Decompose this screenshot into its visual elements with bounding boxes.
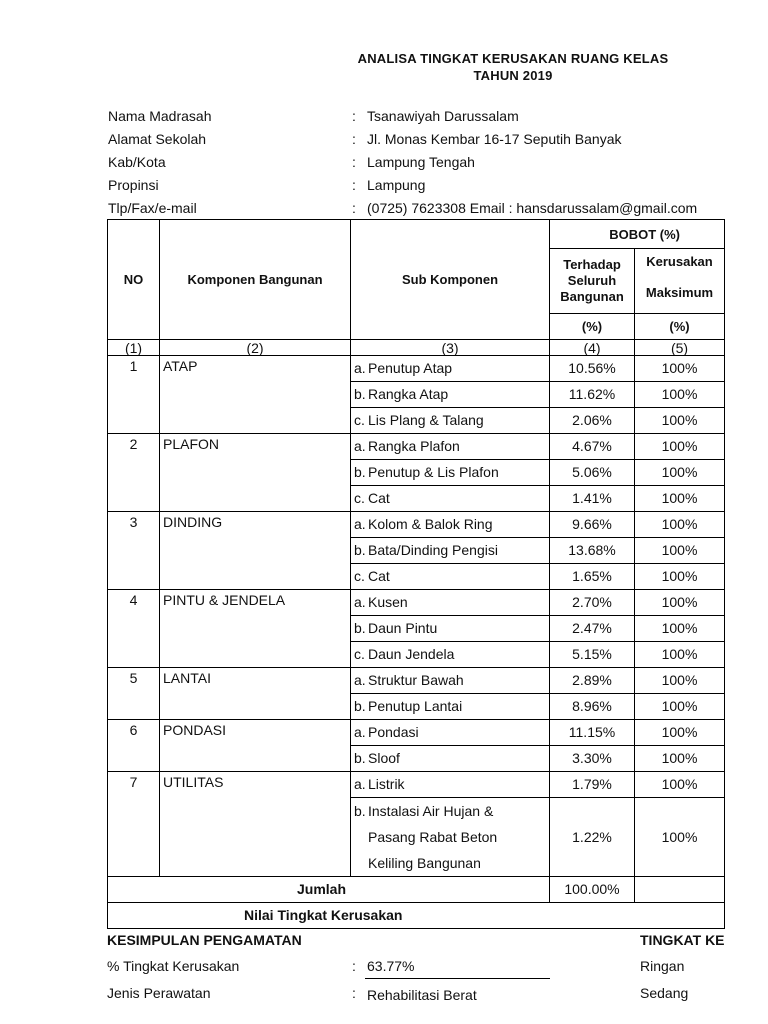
info-label: Nama Madrasah [108,108,212,124]
col-number-1: (1) [108,340,160,356]
maks-value: 100% [635,746,725,772]
sub-komponen-cell [351,564,550,590]
info-label: Alamat Sekolah [108,131,207,147]
sub-komponen-cell [351,798,550,877]
header-bobot: BOBOT (%) [550,220,725,249]
maks-value: 100% [635,694,725,720]
maks-value: 100% [635,642,725,668]
sub-letter: b. [354,464,366,480]
sub-komponen-cell [351,616,550,642]
maks-value: 100% [635,538,725,564]
info-label: Tlp/Fax/e-mail [108,200,197,216]
header-no: NO [108,220,160,340]
sub-komponen-cell [351,590,550,616]
group-number: 1 [108,356,160,434]
sub-name: Pasang Rabat Beton [368,829,498,845]
sub-letter: a. [354,672,366,688]
sub-letter: c. [354,568,365,584]
sub-letter: a. [354,724,366,740]
sub-name: Cat [368,568,390,584]
header-komponen: Komponen Bangunan [160,220,351,340]
sub-komponen-cell [351,772,550,798]
group-number: 4 [108,590,160,668]
sub-letter: b. [354,386,366,402]
col-number-5: (5) [635,340,725,356]
col-number-4: (4) [550,340,635,356]
table-row [108,590,725,616]
jumlah-label: Jumlah [297,881,347,897]
tingkat-sedang: Sedang [640,985,689,1001]
table-row [108,356,725,382]
bobot-value: 11.62% [550,382,635,408]
group-number: 2 [108,434,160,512]
maks-value: 100% [635,486,725,512]
sub-name: Lis Plang & Talang [368,412,484,428]
header-terhadap: Terhadap Seluruh Bangunan [550,249,635,314]
jenis-value: Rehabilitasi Berat [367,987,477,1003]
sub-name: Pondasi [368,724,419,740]
info-label: Propinsi [108,177,159,193]
sub-komponen-cell [351,486,550,512]
sub-name: Penutup Lantai [368,698,463,714]
damage-analysis-table [107,219,725,929]
sub-name: Keliling Bangunan [368,855,481,871]
maks-value: 100% [635,382,725,408]
sub-letter: a. [354,516,366,532]
sub-letter: c. [354,646,365,662]
header-pct-5: (%) [635,314,725,340]
info-colon: : [352,108,356,124]
sub-letter: b. [354,698,366,714]
sub-name: Sloof [368,750,400,766]
group-name: PONDASI [160,720,351,772]
bobot-value: 5.15% [550,642,635,668]
table-row [108,720,725,746]
sub-name: Daun Pintu [368,620,438,636]
group-number: 6 [108,720,160,772]
bobot-value: 9.66% [550,512,635,538]
sub-name: Bata/Dinding Pengisi [368,542,498,558]
sub-letter: c. [354,490,365,506]
maks-value: 100% [635,434,725,460]
maks-value: 100% [635,460,725,486]
jenis-colon: : [352,985,356,1001]
jumlah-label-cell [108,877,550,903]
sub-name: Struktur Bawah [368,672,464,688]
header-kerusakan: Kerusakan Maksimum [635,249,725,314]
sub-letter: b. [354,803,366,819]
tingkat-heading: TINGKAT KE [640,932,725,948]
sub-letter: c. [354,412,365,428]
group-name: UTILITAS [160,772,351,877]
maks-value: 100% [635,512,725,538]
bobot-value: 1.65% [550,564,635,590]
maks-value: 100% [635,720,725,746]
maks-value: 100% [635,798,725,877]
maks-value: 100% [635,616,725,642]
jenis-label: Jenis Perawatan [107,985,211,1001]
maks-value: 100% [635,668,725,694]
nilai-label: Nilai Tingkat Kerusakan [108,903,725,929]
sub-letter: b. [354,620,366,636]
sub-letter: b. [354,542,366,558]
sub-name: Listrik [368,776,405,792]
info-label: Kab/Kota [108,154,166,170]
group-name: PLAFON [160,434,351,512]
document-year: TAHUN 2019 [473,68,553,83]
col-number-3: (3) [351,340,550,356]
info-value: Tsanawiyah Darussalam [367,108,519,124]
bobot-value: 3.30% [550,746,635,772]
sub-name: Daun Jendela [368,646,455,662]
sub-name: Cat [368,490,390,506]
jumlah-empty [635,877,725,903]
group-name: LANTAI [160,668,351,720]
group-number: 5 [108,668,160,720]
maks-value: 100% [635,564,725,590]
sub-name: Rangka Plafon [368,438,460,454]
pct-underline [365,978,550,979]
jumlah-row [108,877,725,903]
sub-komponen-cell [351,694,550,720]
sub-letter: a. [354,594,366,610]
bobot-value: 1.79% [550,772,635,798]
sub-name: Instalasi Air Hujan & [368,803,494,819]
group-name: PINTU & JENDELA [160,590,351,668]
table-row [108,668,725,694]
sub-letter: b. [354,750,366,766]
info-value: Lampung [367,177,426,193]
bobot-value: 13.68% [550,538,635,564]
tingkat-ringan: Ringan [640,958,685,974]
bobot-value: 1.22% [550,798,635,877]
sub-name: Penutup Atap [368,360,453,376]
nilai-row [108,903,725,929]
bobot-value: 5.06% [550,460,635,486]
info-colon: : [352,177,356,193]
sub-komponen-cell [351,668,550,694]
sub-name: Kusen [368,594,408,610]
info-value: Jl. Monas Kembar 16-17 Seputih Banyak [367,131,622,147]
bobot-value: 2.06% [550,408,635,434]
sub-komponen-cell [351,642,550,668]
sub-name: Rangka Atap [368,386,449,402]
pct-colon: : [352,958,356,974]
maks-value: 100% [635,408,725,434]
sub-komponen-cell [351,382,550,408]
bobot-value: 10.56% [550,356,635,382]
sub-komponen-cell [351,720,550,746]
bobot-value: 1.41% [550,486,635,512]
group-name: DINDING [160,512,351,590]
document-title: ANALISA TINGKAT KERUSAKAN RUANG KELAS [357,51,669,66]
bobot-value: 2.70% [550,590,635,616]
sub-name: Penutup & Lis Plafon [368,464,499,480]
sub-letter: a. [354,360,366,376]
jumlah-value: 100.00% [550,877,635,903]
group-number: 7 [108,772,160,877]
maks-value: 100% [635,356,725,382]
bobot-value: 11.15% [550,720,635,746]
sub-komponen-cell [351,408,550,434]
group-number: 3 [108,512,160,590]
header-pct-4: (%) [550,314,635,340]
group-name: ATAP [160,356,351,434]
header-sub-komponen: Sub Komponen [351,220,550,340]
info-value: (0725) 7623308 Email : hansdarussalam@gmail.com [367,200,698,216]
col-number-2: (2) [160,340,351,356]
sub-komponen-cell [351,356,550,382]
sub-name: Kolom & Balok Ring [368,516,493,532]
bobot-value: 2.89% [550,668,635,694]
sub-letter: a. [354,776,366,792]
pct-value: 63.77% [367,958,415,974]
table-row [108,772,725,798]
sub-komponen-cell [351,434,550,460]
sub-komponen-cell [351,512,550,538]
info-value: Lampung Tengah [367,154,475,170]
info-colon: : [352,131,356,147]
info-colon: : [352,200,356,216]
table-row [108,512,725,538]
bobot-value: 8.96% [550,694,635,720]
sub-komponen-cell [351,460,550,486]
sub-komponen-cell [351,746,550,772]
bobot-value: 2.47% [550,616,635,642]
maks-value: 100% [635,772,725,798]
maks-value: 100% [635,590,725,616]
sub-komponen-cell [351,538,550,564]
pct-label: % Tingkat Kerusakan [107,958,240,974]
kesimpulan-heading: KESIMPULAN PENGAMATAN [107,932,302,948]
bobot-value: 4.67% [550,434,635,460]
sub-letter: a. [354,438,366,454]
table-row [108,434,725,460]
info-colon: : [352,154,356,170]
